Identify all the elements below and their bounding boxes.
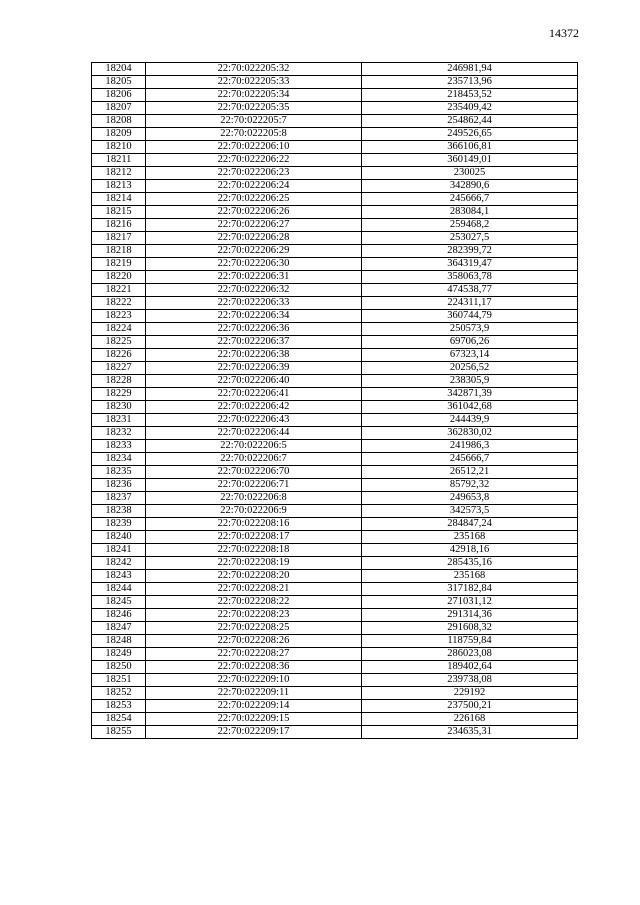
row-number-cell: 18227: [92, 362, 146, 375]
row-number-cell: 18230: [92, 401, 146, 414]
cadastral-number-cell: 22:70:022206:41: [146, 388, 362, 401]
table-row: [92, 414, 578, 427]
value-cell: 189402,64: [362, 661, 578, 674]
value-cell: 342890,6: [362, 180, 578, 193]
table-row: [92, 258, 578, 271]
table-row: [92, 388, 578, 401]
cadastral-number-cell: 22:70:022206:27: [146, 219, 362, 232]
cadastral-number-cell: 22:70:022206:71: [146, 479, 362, 492]
table-row: [92, 544, 578, 557]
cadastral-number-cell: 22:70:022206:28: [146, 232, 362, 245]
value-cell: 69706,26: [362, 336, 578, 349]
cadastral-number-cell: 22:70:022208:20: [146, 570, 362, 583]
table-row: [92, 271, 578, 284]
value-cell: 362830,02: [362, 427, 578, 440]
table-row: [92, 427, 578, 440]
cadastral-number-cell: 22:70:022208:27: [146, 648, 362, 661]
value-cell: 245666,7: [362, 453, 578, 466]
value-cell: 67323,14: [362, 349, 578, 362]
table-row: [92, 440, 578, 453]
row-number-cell: 18250: [92, 661, 146, 674]
row-number-cell: 18254: [92, 713, 146, 726]
row-number-cell: 18210: [92, 141, 146, 154]
table-row: [92, 167, 578, 180]
row-number-cell: 18204: [92, 63, 146, 76]
cadastral-number-cell: 22:70:022206:32: [146, 284, 362, 297]
cadastral-number-cell: 22:70:022208:18: [146, 544, 362, 557]
value-cell: 291608,32: [362, 622, 578, 635]
table-row: [92, 661, 578, 674]
value-cell: 249526,65: [362, 128, 578, 141]
row-number-cell: 18208: [92, 115, 146, 128]
row-number-cell: 18206: [92, 89, 146, 102]
cadastral-number-cell: 22:70:022206:29: [146, 245, 362, 258]
row-number-cell: 18229: [92, 388, 146, 401]
row-number-cell: 18253: [92, 700, 146, 713]
table-row: [92, 206, 578, 219]
row-number-cell: 18242: [92, 557, 146, 570]
row-number-cell: 18236: [92, 479, 146, 492]
table-row: [92, 193, 578, 206]
row-number-cell: 18252: [92, 687, 146, 700]
row-number-cell: 18240: [92, 531, 146, 544]
cadastral-number-cell: 22:70:022205:33: [146, 76, 362, 89]
table-row: [92, 310, 578, 323]
table-row: [92, 609, 578, 622]
value-cell: 246981,94: [362, 63, 578, 76]
value-cell: 235409,42: [362, 102, 578, 115]
cadastral-number-cell: 22:70:022205:34: [146, 89, 362, 102]
value-cell: 342871,39: [362, 388, 578, 401]
row-number-cell: 18233: [92, 440, 146, 453]
value-cell: 364319,47: [362, 258, 578, 271]
value-cell: 226168: [362, 713, 578, 726]
table-row: [92, 219, 578, 232]
row-number-cell: 18205: [92, 76, 146, 89]
table-row: [92, 518, 578, 531]
row-number-cell: 18219: [92, 258, 146, 271]
cadastral-number-cell: 22:70:022206:34: [146, 310, 362, 323]
table-row: [92, 128, 578, 141]
row-number-cell: 18213: [92, 180, 146, 193]
row-number-cell: 18255: [92, 726, 146, 739]
table-row: [92, 622, 578, 635]
table-row: [92, 505, 578, 518]
table-row: [92, 336, 578, 349]
table-row: [92, 583, 578, 596]
row-number-cell: 18232: [92, 427, 146, 440]
cadastral-number-cell: 22:70:022209:10: [146, 674, 362, 687]
table-row: [92, 531, 578, 544]
row-number-cell: 18234: [92, 453, 146, 466]
value-cell: 118759,84: [362, 635, 578, 648]
value-cell: 250573,9: [362, 323, 578, 336]
value-cell: 234635,31: [362, 726, 578, 739]
value-cell: 42918,16: [362, 544, 578, 557]
value-cell: 291314,36: [362, 609, 578, 622]
table-row: [92, 492, 578, 505]
cadastral-number-cell: 22:70:022208:26: [146, 635, 362, 648]
table-row: [92, 453, 578, 466]
value-cell: 230025: [362, 167, 578, 180]
table-row: [92, 570, 578, 583]
table-row: [92, 323, 578, 336]
cadastral-number-cell: 22:70:022206:70: [146, 466, 362, 479]
cadastral-number-cell: 22:70:022206:9: [146, 505, 362, 518]
table-row: [92, 349, 578, 362]
cadastral-number-cell: 22:70:022206:38: [146, 349, 362, 362]
value-cell: 224311,17: [362, 297, 578, 310]
row-number-cell: 18243: [92, 570, 146, 583]
value-cell: 238305,9: [362, 375, 578, 388]
table-row: [92, 674, 578, 687]
table-row: [92, 102, 578, 115]
row-number-cell: 18221: [92, 284, 146, 297]
page-number: 14372: [549, 26, 579, 40]
value-cell: 235713,96: [362, 76, 578, 89]
table-row: [92, 141, 578, 154]
cadastral-number-cell: 22:70:022206:36: [146, 323, 362, 336]
cadastral-number-cell: 22:70:022206:24: [146, 180, 362, 193]
row-number-cell: 18212: [92, 167, 146, 180]
value-cell: 285435,16: [362, 557, 578, 570]
value-cell: 284847,24: [362, 518, 578, 531]
cadastral-number-cell: 22:70:022206:25: [146, 193, 362, 206]
cadastral-number-cell: 22:70:022209:14: [146, 700, 362, 713]
value-cell: 474538,77: [362, 284, 578, 297]
cadastral-number-cell: 22:70:022209:11: [146, 687, 362, 700]
cadastral-number-cell: 22:70:022208:23: [146, 609, 362, 622]
value-cell: 245666,7: [362, 193, 578, 206]
cadastral-number-cell: 22:70:022206:7: [146, 453, 362, 466]
cadastral-number-cell: 22:70:022206:8: [146, 492, 362, 505]
cadastral-number-cell: 22:70:022206:31: [146, 271, 362, 284]
table-row: [92, 557, 578, 570]
table-row: [92, 401, 578, 414]
row-number-cell: 18211: [92, 154, 146, 167]
row-number-cell: 18216: [92, 219, 146, 232]
table-row: [92, 180, 578, 193]
cadastral-number-cell: 22:70:022208:36: [146, 661, 362, 674]
data-table: [91, 62, 578, 739]
row-number-cell: 18249: [92, 648, 146, 661]
cadastral-number-cell: 22:70:022208:21: [146, 583, 362, 596]
table-body: [92, 63, 578, 739]
table-row: [92, 63, 578, 76]
cadastral-number-cell: 22:70:022205:32: [146, 63, 362, 76]
value-cell: 283084,1: [362, 206, 578, 219]
value-cell: 254862,44: [362, 115, 578, 128]
row-number-cell: 18218: [92, 245, 146, 258]
value-cell: 241986,3: [362, 440, 578, 453]
row-number-cell: 18238: [92, 505, 146, 518]
row-number-cell: 18246: [92, 609, 146, 622]
row-number-cell: 18241: [92, 544, 146, 557]
row-number-cell: 18244: [92, 583, 146, 596]
cadastral-number-cell: 22:70:022206:22: [146, 154, 362, 167]
value-cell: 271031,12: [362, 596, 578, 609]
row-number-cell: 18237: [92, 492, 146, 505]
value-cell: 239738,08: [362, 674, 578, 687]
table-row: [92, 232, 578, 245]
cadastral-number-cell: 22:70:022205:8: [146, 128, 362, 141]
row-number-cell: 18225: [92, 336, 146, 349]
cadastral-number-cell: 22:70:022208:19: [146, 557, 362, 570]
row-number-cell: 18209: [92, 128, 146, 141]
table-row: [92, 375, 578, 388]
cadastral-number-cell: 22:70:022206:37: [146, 336, 362, 349]
row-number-cell: 18226: [92, 349, 146, 362]
value-cell: 342573,5: [362, 505, 578, 518]
value-cell: 253027,5: [362, 232, 578, 245]
table-row: [92, 479, 578, 492]
table-row: [92, 89, 578, 102]
row-number-cell: 18228: [92, 375, 146, 388]
value-cell: 360744,79: [362, 310, 578, 323]
cadastral-number-cell: 22:70:022206:33: [146, 297, 362, 310]
table-row: [92, 154, 578, 167]
value-cell: 20256,52: [362, 362, 578, 375]
cadastral-number-cell: 22:70:022205:7: [146, 115, 362, 128]
value-cell: 259468,2: [362, 219, 578, 232]
row-number-cell: 18220: [92, 271, 146, 284]
value-cell: 249653,8: [362, 492, 578, 505]
value-cell: 235168: [362, 531, 578, 544]
table-row: [92, 76, 578, 89]
cadastral-number-cell: 22:70:022206:43: [146, 414, 362, 427]
value-cell: 317182,84: [362, 583, 578, 596]
value-cell: 360149,01: [362, 154, 578, 167]
cadastral-number-cell: 22:70:022208:16: [146, 518, 362, 531]
value-cell: 229192: [362, 687, 578, 700]
table-row: [92, 687, 578, 700]
value-cell: 282399,72: [362, 245, 578, 258]
cadastral-number-cell: 22:70:022205:35: [146, 102, 362, 115]
value-cell: 358063,78: [362, 271, 578, 284]
row-number-cell: 18222: [92, 297, 146, 310]
value-cell: 366106,81: [362, 141, 578, 154]
cadastral-number-cell: 22:70:022209:15: [146, 713, 362, 726]
value-cell: 235168: [362, 570, 578, 583]
cadastral-number-cell: 22:70:022206:26: [146, 206, 362, 219]
table-row: [92, 726, 578, 739]
cadastral-number-cell: 22:70:022208:25: [146, 622, 362, 635]
table-row: [92, 635, 578, 648]
row-number-cell: 18245: [92, 596, 146, 609]
row-number-cell: 18231: [92, 414, 146, 427]
row-number-cell: 18214: [92, 193, 146, 206]
table-row: [92, 297, 578, 310]
table-row: [92, 362, 578, 375]
table-row: [92, 700, 578, 713]
cadastral-number-cell: 22:70:022206:40: [146, 375, 362, 388]
cadastral-number-cell: 22:70:022208:22: [146, 596, 362, 609]
value-cell: 26512,21: [362, 466, 578, 479]
cadastral-number-cell: 22:70:022208:17: [146, 531, 362, 544]
cadastral-number-cell: 22:70:022209:17: [146, 726, 362, 739]
row-number-cell: 18248: [92, 635, 146, 648]
cadastral-number-cell: 22:70:022206:44: [146, 427, 362, 440]
table-row: [92, 115, 578, 128]
value-cell: 286023,08: [362, 648, 578, 661]
value-cell: 85792,32: [362, 479, 578, 492]
row-number-cell: 18215: [92, 206, 146, 219]
row-number-cell: 18223: [92, 310, 146, 323]
value-cell: 218453,52: [362, 89, 578, 102]
cadastral-number-cell: 22:70:022206:10: [146, 141, 362, 154]
row-number-cell: 18239: [92, 518, 146, 531]
value-cell: 237500,21: [362, 700, 578, 713]
row-number-cell: 18207: [92, 102, 146, 115]
table-row: [92, 466, 578, 479]
cadastral-number-cell: 22:70:022206:23: [146, 167, 362, 180]
row-number-cell: 18224: [92, 323, 146, 336]
cadastral-number-cell: 22:70:022206:39: [146, 362, 362, 375]
row-number-cell: 18251: [92, 674, 146, 687]
table-row: [92, 245, 578, 258]
value-cell: 361042,68: [362, 401, 578, 414]
cadastral-number-cell: 22:70:022206:30: [146, 258, 362, 271]
value-cell: 244439,9: [362, 414, 578, 427]
row-number-cell: 18217: [92, 232, 146, 245]
table-row: [92, 596, 578, 609]
cadastral-number-cell: 22:70:022206:5: [146, 440, 362, 453]
row-number-cell: 18247: [92, 622, 146, 635]
table-row: [92, 284, 578, 297]
table-row: [92, 648, 578, 661]
cadastral-number-cell: 22:70:022206:42: [146, 401, 362, 414]
row-number-cell: 18235: [92, 466, 146, 479]
table-row: [92, 713, 578, 726]
